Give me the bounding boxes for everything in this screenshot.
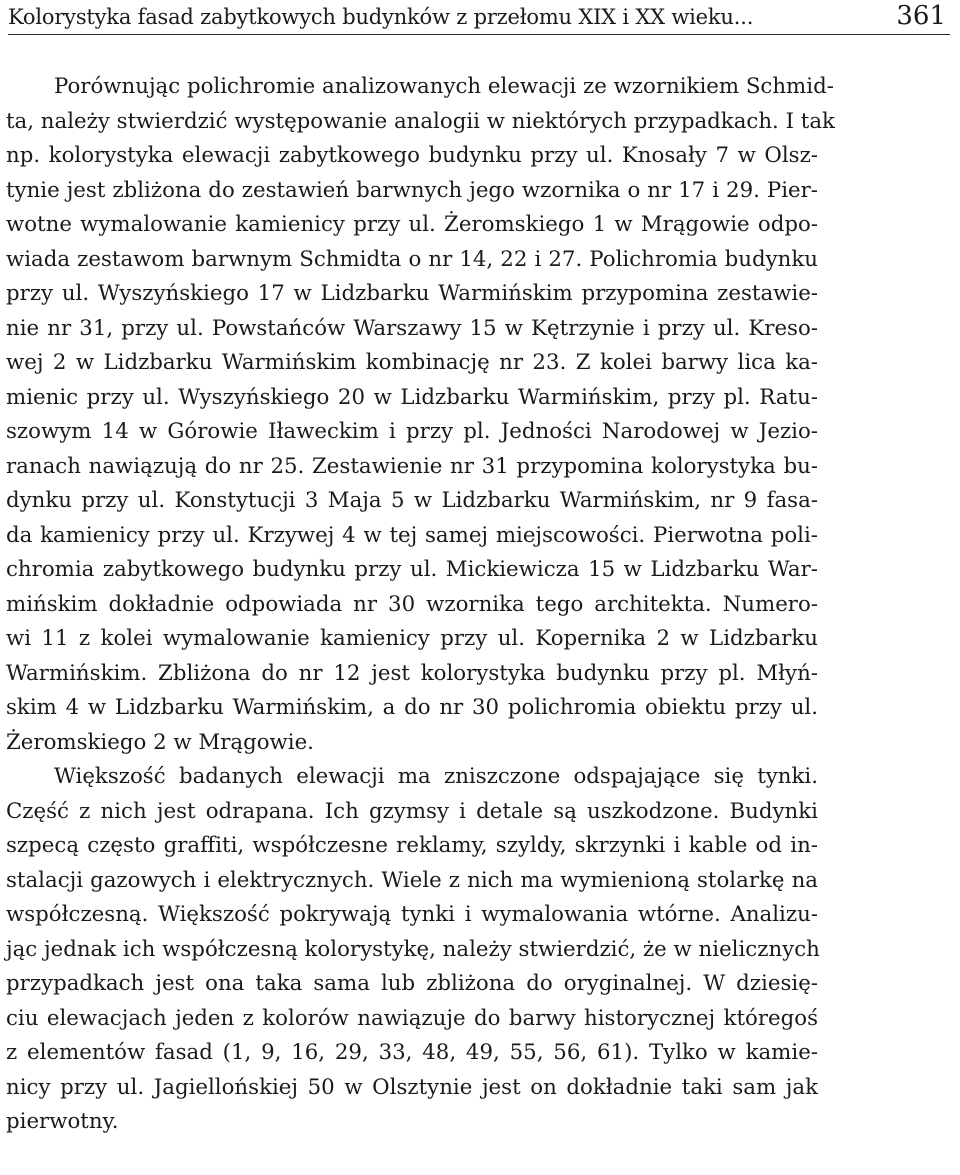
- text-line: mienic przy ul. Wyszyńskiego 20 w Lidzbarku Warmińskim, przy pl. Ratu-: [6, 384, 818, 410]
- text-line: Część z nich jest odrapana. Ich gzymsy i detale są uszkodzone. Budynki: [6, 798, 818, 824]
- text-line: ta, należy stwierdzić występowanie analogii w niektórych przypadkach. I tak: [6, 108, 835, 134]
- text-line: skim 4 w Lidzbarku Warmińskim, a do nr 30 polichromia obiektu przy ul.: [6, 695, 818, 720]
- page-number: 361: [896, 1, 946, 31]
- text-line: da kamienicy przy ul. Krzywej 4 w tej samej miejscowości. Pierwotna poli-: [6, 522, 818, 548]
- text-line: z elementów fasad (1, 9, 16, 29, 33, 48, 49, 55, 56, 61). Tylko w kamie-: [6, 1040, 818, 1065]
- text-line: ciu elewacjach jeden z kolorów nawiązuje do barwy historycznej któregoś: [6, 1005, 818, 1031]
- text-line: Porównując polichromie analizowanych elewacji ze wzornikiem Schmid-: [54, 74, 834, 99]
- text-line: szowym 14 w Górowie Iławeckim i przy pl. Jedności Narodowej w Jezio-: [6, 419, 818, 444]
- text-line: mińskim dokładnie odpowiada nr 30 wzornika tego architekta. Numero-: [6, 591, 818, 617]
- text-line: Warmińskim. Zbliżona do nr 12 jest kolorystyka budynku przy pl. Młyń-: [6, 660, 818, 686]
- text-line: przypadkach jest ona taka sama lub zbliżona do oryginalnej. W dziesię-: [6, 971, 818, 996]
- text-line: współczesną. Większość pokrywają tynki i wymalowania wtórne. Analizu-: [6, 902, 818, 927]
- paragraph: [6, 760, 818, 1140]
- text-line: ranach nawiązują do nr 25. Zestawienie nr 31 przypomina kolorystyka bu-: [6, 453, 818, 479]
- text-line: stalacji gazowych i elektrycznych. Wiele z nich ma wymienioną stolarkę na: [6, 867, 818, 893]
- text-line: Większość badanych elewacji ma zniszczone odspajające się tynki.: [54, 764, 818, 789]
- paragraph: [6, 70, 835, 760]
- running-header: [8, 0, 950, 35]
- text-line: wi 11 z kolei wymalowanie kamienicy przy ul. Kopernika 2 w Lidzbarku: [6, 626, 818, 651]
- text-line: jąc jednak ich współczesną kolorystykę, należy stwierdzić, że w nielicznych: [6, 936, 820, 962]
- text-line: pierwotny.: [6, 1109, 119, 1134]
- body-text: [6, 70, 835, 1140]
- text-line: Żeromskiego 2 w Mrągowie.: [6, 729, 314, 755]
- running-title: Kolorystyka fasad zabytkowych budynków z przełomu XIX i XX wieku...: [8, 5, 754, 29]
- text-line: chromia zabytkowego budynku przy ul. Mickiewicza 15 w Lidzbarku War-: [6, 557, 818, 582]
- text-line: tynie jest zbliżona do zestawień barwnych jego wzornika o nr 17 i 29. Pier-: [6, 177, 818, 203]
- text-line: dynku przy ul. Konstytucji 3 Maja 5 w Lidzbarku Warmińskim, nr 9 fasa-: [6, 488, 818, 513]
- text-line: szpecą często graffiti, współczesne reklamy, szyldy, skrzynki i kable od in-: [6, 833, 818, 858]
- text-line: nicy przy ul. Jagiellońskiej 50 w Olsztynie jest on dokładnie taki sam jak: [6, 1074, 818, 1100]
- text-line: przy ul. Wyszyńskiego 17 w Lidzbarku Warmińskim przypomina zestawie-: [6, 281, 818, 306]
- text-line: wotne wymalowanie kamienicy przy ul. Żeromskiego 1 w Mrągowie odpo-: [6, 212, 818, 237]
- text-line: np. kolorystyka elewacji zabytkowego budynku przy ul. Knosały 7 w Olsz-: [6, 143, 818, 168]
- text-line: wej 2 w Lidzbarku Warmińskim kombinację nr 23. Z kolei barwy lica ka-: [6, 350, 818, 375]
- text-line: nie nr 31, przy ul. Powstańców Warszawy 15 w Kętrzynie i przy ul. Kreso-: [6, 315, 818, 341]
- text-line: wiada zestawom barwnym Schmidta o nr 14, 22 i 27. Polichromia budynku: [6, 246, 818, 272]
